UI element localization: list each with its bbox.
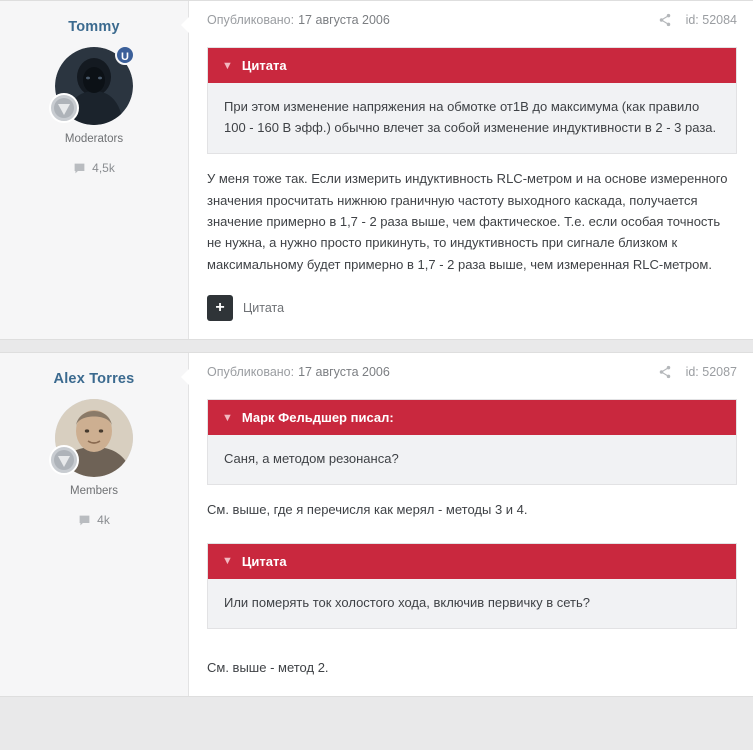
quote-header[interactable] xyxy=(208,400,736,435)
quote-text: Саня, а методом резонанса? xyxy=(224,451,399,467)
author-post-count xyxy=(10,161,178,175)
author-name[interactable]: Tommy xyxy=(68,19,120,35)
quote-button-label[interactable]: Цитата xyxy=(243,301,285,316)
post xyxy=(0,0,753,340)
quote-header[interactable] xyxy=(208,544,736,579)
multiquote-button[interactable]: + xyxy=(207,295,233,321)
quote-header[interactable] xyxy=(208,48,736,83)
quote-title: Цитата xyxy=(241,553,287,569)
quote-text: Или померять ток холостого хода, включив первичку в сеть? xyxy=(224,594,590,610)
post-id: id: 52087 xyxy=(685,365,737,380)
post-author-column xyxy=(0,353,189,696)
posted-date[interactable]: 17 августа 2006 xyxy=(298,365,390,380)
post xyxy=(0,352,753,697)
quote-block xyxy=(207,47,737,154)
quote-block xyxy=(207,543,737,629)
rank-badge-icon xyxy=(49,93,79,123)
post-body xyxy=(189,37,753,339)
share-icon[interactable] xyxy=(658,13,672,27)
share-icon[interactable] xyxy=(658,365,672,379)
rank-badge-icon xyxy=(49,445,79,475)
post-header xyxy=(189,1,753,37)
author-post-count xyxy=(10,513,178,527)
online-status-badge: U xyxy=(115,45,135,65)
post-body xyxy=(189,389,753,696)
post-paragraph: См. выше, где я перечисля как мерял - методы 3 и 4. xyxy=(207,502,528,518)
post-paragraph: См. выше - метод 2. xyxy=(207,659,329,675)
avatar[interactable] xyxy=(55,399,133,477)
avatar[interactable] xyxy=(55,47,133,125)
post-main-column xyxy=(189,1,753,339)
author-group: Members xyxy=(70,485,118,498)
posted-label: Опубликовано: xyxy=(207,365,295,380)
chevron-down-icon: ▼ xyxy=(222,411,233,424)
post-header xyxy=(189,353,753,389)
author-name[interactable]: Alex Torres xyxy=(53,371,135,388)
author-post-count-value: 4k xyxy=(97,513,110,528)
chevron-down-icon: ▼ xyxy=(222,59,233,72)
post-main-column xyxy=(189,353,753,696)
chevron-down-icon: ▼ xyxy=(222,555,233,568)
posted-date[interactable]: 17 августа 2006 xyxy=(298,13,390,27)
comment-icon xyxy=(78,514,91,527)
post-paragraph: У меня тоже так. Если измерить индуктивность RLC-метром и на основе измеренного значения просчитать нижнюю граничную частоту выходного каскада, получается значение примерно в 1,7 - 2 раза выше, чем фактическое. Т.е. если особая точность не нужна, а нужно просто прикинуть, то индуктивность при сигнале близком к максимальному будет примерно в 1,7 - 2 раза выше, чем измеренная RLC-метром. xyxy=(207,171,728,272)
author-group: Moderators xyxy=(64,133,124,145)
post-author-column xyxy=(0,1,189,339)
quote-block xyxy=(207,399,737,485)
posted-label: Опубликовано: xyxy=(207,13,295,27)
quote-text: При этом изменение напряжения на обмотке от1В до максимума (как правило 100 - 160 В эфф.) обычно влечет за собой изменение индуктивности в 2 - 3 раза. xyxy=(224,99,717,136)
post-id: id: 52084 xyxy=(685,13,737,27)
quote-title: Цитата xyxy=(241,58,287,73)
quote-action-row xyxy=(207,295,737,321)
comment-icon xyxy=(73,162,86,175)
author-post-count-value: 4,5k xyxy=(92,161,115,175)
quote-title: Марк Фельдшер писал: xyxy=(241,410,394,426)
